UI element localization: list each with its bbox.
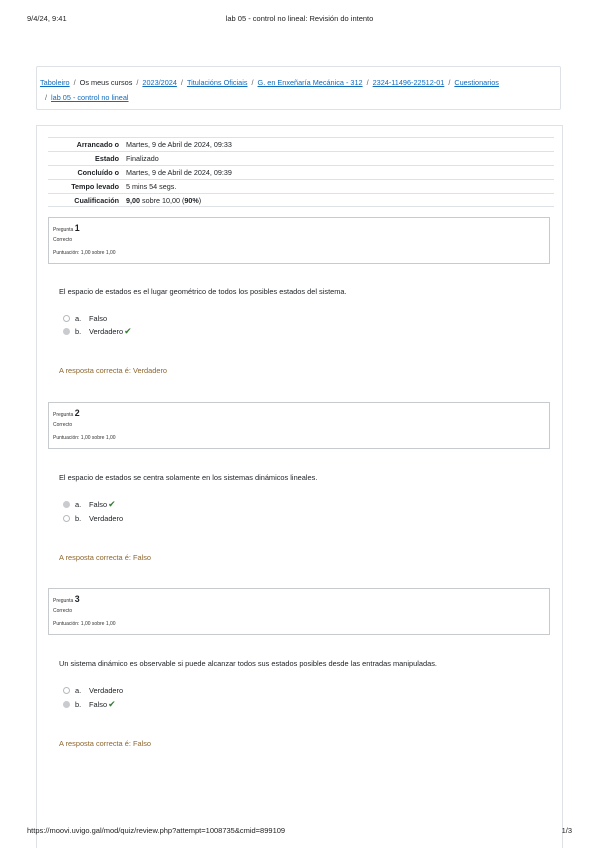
question-marks: Puntuación: 1,00 sobre 1,00 bbox=[53, 250, 116, 256]
radio-button[interactable] bbox=[63, 315, 70, 322]
answer-option[interactable] bbox=[63, 326, 132, 337]
answer-option[interactable] bbox=[63, 685, 123, 696]
question-prefix: Pregunta bbox=[53, 227, 74, 233]
completed-value: Martes, 9 de Abril de 2024, 09:39 bbox=[126, 168, 232, 177]
answer-label: Falso bbox=[89, 314, 108, 323]
breadcrumb-my-courses: Os meus cursos bbox=[79, 78, 133, 87]
question-marks: Puntuación: 1,00 sobre 1,00 bbox=[53, 435, 116, 441]
breadcrumb-degree[interactable]: G. en Enxeñaría Mecánica - 312 bbox=[257, 78, 363, 87]
answer-letter: b. bbox=[75, 700, 82, 709]
check-icon: ✔ bbox=[108, 499, 116, 509]
answer-letter: a. bbox=[75, 500, 82, 509]
time-taken-label: Tempo levado bbox=[71, 182, 119, 191]
answer-letter: a. bbox=[75, 686, 82, 695]
started-value: Martes, 9 de Abril de 2024, 09:33 bbox=[126, 140, 232, 149]
summary-row-state bbox=[48, 151, 554, 165]
question-info-box bbox=[48, 588, 550, 635]
question-prefix: Pregunta bbox=[53, 598, 74, 604]
breadcrumb-course[interactable]: 2324-11496-22512-01 bbox=[372, 78, 445, 87]
breadcrumb-official-degrees[interactable]: Titulacións Oficiais bbox=[186, 78, 248, 87]
breadcrumb-quizzes[interactable]: Cuestionarios bbox=[454, 78, 499, 87]
breadcrumb bbox=[36, 66, 561, 110]
grade-close: ) bbox=[198, 195, 202, 205]
print-url: https://moovi.uvigo.gal/mod/quiz/review.php?attempt=1008735&cmid=899109 bbox=[27, 826, 286, 835]
attempt-summary-table bbox=[48, 137, 554, 207]
breadcrumb-year[interactable]: 2023/2024 bbox=[142, 78, 177, 87]
answer-letter: a. bbox=[75, 314, 82, 323]
question-status: Correcto bbox=[53, 237, 73, 243]
question-text: Un sistema dinámico es observable si puede alcanzar todos sus estados posibles desde las entradas manipuladas. bbox=[59, 659, 437, 668]
question-status: Correcto bbox=[53, 608, 73, 614]
radio-button[interactable] bbox=[63, 515, 70, 522]
right-answer-feedback: A resposta correcta é: Falso bbox=[59, 553, 152, 562]
radio-button-checked[interactable] bbox=[63, 328, 70, 335]
answer-label: Falso bbox=[89, 700, 108, 709]
started-label: Arrancado o bbox=[76, 140, 119, 149]
answer-label: Verdadero bbox=[89, 327, 124, 336]
grade-percent: 90% bbox=[184, 195, 199, 205]
question-number: 2 bbox=[74, 408, 80, 418]
right-answer-feedback: A resposta correcta é: Verdadero bbox=[59, 366, 168, 375]
question-text: El espacio de estados es el lugar geométrico de todos los posibles estados del sistema. bbox=[59, 287, 347, 296]
check-icon: ✔ bbox=[124, 326, 132, 336]
summary-row-completed bbox=[48, 165, 554, 179]
question-info-box bbox=[48, 217, 550, 264]
question-number: 3 bbox=[74, 594, 80, 604]
question-text: El espacio de estados se centra solamente en los sistemas dinámicos lineales. bbox=[59, 473, 318, 482]
answer-letter: b. bbox=[75, 514, 82, 523]
breadcrumb-separator: / bbox=[136, 78, 139, 87]
summary-row-started bbox=[48, 137, 554, 151]
print-header bbox=[27, 14, 572, 26]
grade-score: 9,00 bbox=[126, 195, 140, 205]
question-info-box bbox=[48, 402, 550, 449]
question-marks: Puntuación: 1,00 sobre 1,00 bbox=[53, 621, 116, 627]
check-icon: ✔ bbox=[108, 699, 116, 709]
question-status: Correcto bbox=[53, 422, 73, 428]
answer-option[interactable] bbox=[63, 513, 123, 524]
breadcrumb-separator: / bbox=[73, 78, 76, 87]
completed-label: Concluído o bbox=[77, 168, 119, 177]
grade-label: Cualificación bbox=[74, 195, 119, 205]
breadcrumb-separator: / bbox=[251, 78, 254, 87]
grade-out-of: sobre 10,00 ( bbox=[140, 195, 185, 205]
radio-button-checked[interactable] bbox=[63, 701, 70, 708]
time-taken-value: 5 mins 54 segs. bbox=[126, 182, 177, 191]
right-answer-feedback: A resposta correcta é: Falso bbox=[59, 739, 152, 748]
answer-label: Verdadero bbox=[89, 514, 124, 523]
state-label: Estado bbox=[95, 154, 119, 163]
print-document-title: lab 05 - control no lineal: Revisión do intento bbox=[225, 14, 374, 23]
breadcrumb-separator: / bbox=[448, 78, 451, 87]
breadcrumb-separator: / bbox=[366, 78, 369, 87]
summary-row-grade bbox=[48, 193, 554, 207]
state-value: Finalizado bbox=[126, 154, 159, 163]
radio-button-checked[interactable] bbox=[63, 501, 70, 508]
answer-label: Verdadero bbox=[89, 686, 124, 695]
question-prefix: Pregunta bbox=[53, 412, 74, 418]
answer-option[interactable] bbox=[63, 313, 107, 324]
print-footer bbox=[27, 826, 572, 838]
breadcrumb-separator: / bbox=[180, 78, 183, 87]
answer-option[interactable] bbox=[63, 699, 116, 710]
answer-letter: b. bbox=[75, 327, 82, 336]
answer-option[interactable] bbox=[63, 499, 116, 510]
summary-row-time bbox=[48, 179, 554, 193]
radio-button[interactable] bbox=[63, 687, 70, 694]
grade-value bbox=[126, 196, 554, 205]
question-number: 1 bbox=[74, 223, 80, 233]
answer-label: Falso bbox=[89, 500, 108, 509]
breadcrumb-quiz[interactable]: lab 05 - control no lineal bbox=[51, 93, 129, 102]
breadcrumb-dashboard[interactable]: Taboleiro bbox=[40, 78, 70, 87]
print-datetime: 9/4/24, 9:41 bbox=[27, 14, 67, 23]
print-page-number: 1/3 bbox=[561, 826, 572, 835]
breadcrumb-separator: / bbox=[45, 93, 48, 102]
quiz-review-panel bbox=[36, 125, 563, 848]
